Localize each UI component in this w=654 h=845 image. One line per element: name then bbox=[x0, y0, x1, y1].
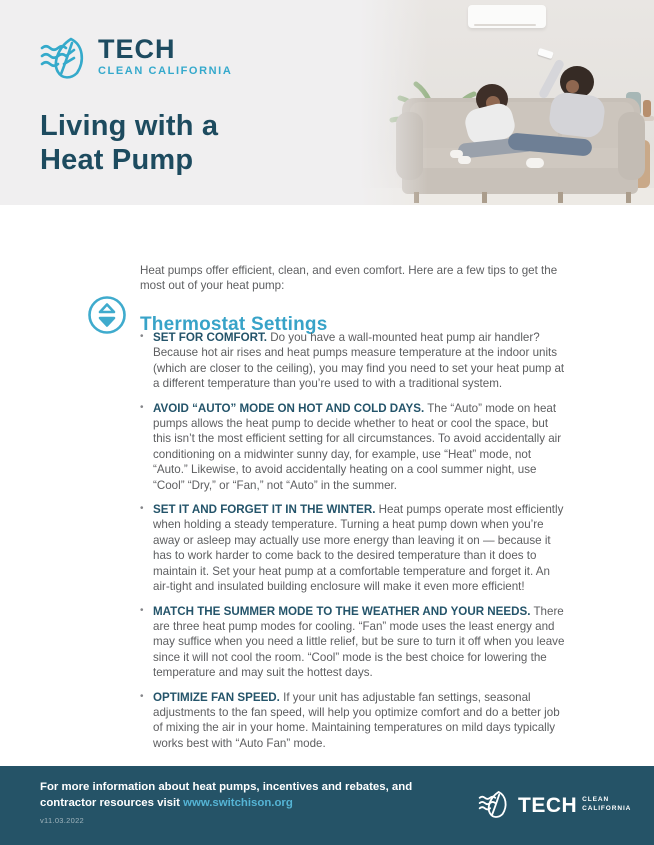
tip-text: Heat pumps operate most efficiently when holding a steady temperature. Turning a heat pump down when you’re away or asleep may actually use more energy than leaving it on — because it has to work harder to come back to the desired temperature than it does to maintain it. Set your heat pump at a comfortable temperature and forget it. An air-tight and insulated building enclosure will make it even more efficient! bbox=[153, 503, 564, 594]
leaf-logo-icon bbox=[40, 36, 88, 82]
page-title bbox=[40, 110, 218, 178]
footer-info-prefix: For more information about heat pumps, incentives and rebates, and contractor resources visit bbox=[40, 781, 413, 809]
couch-front bbox=[402, 168, 638, 194]
tip-lead: SET FOR COMFORT. bbox=[153, 331, 268, 344]
couch-leg bbox=[558, 192, 563, 203]
switchison-link[interactable]: www.switchison.org bbox=[183, 796, 293, 809]
footer-leaf-logo-icon bbox=[478, 790, 510, 820]
couch-armrest-right bbox=[618, 112, 645, 180]
small-vase bbox=[643, 100, 651, 117]
tip-optimize-fan-speed bbox=[140, 690, 568, 752]
footer-logo-sub-line2: CALIFORNIA bbox=[582, 805, 632, 812]
logo-name: TECH bbox=[98, 34, 176, 64]
couch-leg bbox=[482, 192, 487, 203]
tip-lead: OPTIMIZE FAN SPEED. bbox=[153, 690, 280, 704]
tip-text: If your unit has adjustable fan settings, seasonal adjustments to the fan speed, will help you optimize comfort and do a better job of mixing the air in your home. Maintaining temperatures on mild days typically works best with “Auto Fan” mode. bbox=[153, 690, 560, 750]
title-line-2: Heat Pump bbox=[40, 143, 194, 176]
hero-photo bbox=[350, 0, 654, 205]
tip-text: Do you have a wall-mounted heat pump air handler? Because hot air rises and heat pumps measure temperature at the indoor units (which are closer to the ceiling), you may find you need to set your heat pump at a different temperature than you’re used to with a traditional system. bbox=[153, 331, 565, 391]
tip-match-summer-mode bbox=[140, 604, 568, 681]
logo-subname: CLEAN CALIFORNIA bbox=[98, 65, 233, 77]
intro-text: Heat pumps offer efficient, clean, and even comfort. Here are a few tips to get the most out of your heat pump: bbox=[140, 263, 558, 293]
person-right-shoe bbox=[526, 158, 544, 168]
tip-lead: SET IT AND FORGET IT IN THE WINTER. bbox=[153, 503, 376, 517]
tip-text: There are three heat pump modes for cooling. “Fan” mode uses the least energy and may suffice when you need a little relief, but be sure to turn it off when you leave since it will not cool the room. “Cool” mode is the best choice for lowering the temperature and may suit the hottest days. bbox=[153, 604, 565, 680]
footer-band bbox=[0, 766, 654, 845]
footer-info-text bbox=[40, 780, 440, 812]
footer-logo-subname bbox=[582, 796, 631, 814]
thermostat-adjust-icon bbox=[86, 294, 128, 336]
remote-control bbox=[537, 48, 553, 59]
footer-logo-sub-line1: CLEAN bbox=[582, 796, 610, 804]
person-right-face bbox=[566, 80, 579, 93]
photo-fade-overlay bbox=[350, 0, 428, 205]
tip-set-it-and-forget-it bbox=[140, 502, 568, 594]
section-heading-thermostat-settings: Thermostat Settings bbox=[140, 313, 328, 335]
couch-leg bbox=[626, 192, 631, 203]
person-left-socks bbox=[458, 156, 471, 164]
heat-pump-vent bbox=[474, 24, 536, 26]
logo-text bbox=[98, 36, 232, 77]
tech-clean-california-logo bbox=[40, 36, 232, 82]
footer-tech-logo bbox=[478, 790, 631, 820]
title-line-1: Living with a bbox=[40, 110, 219, 142]
header-band bbox=[0, 0, 654, 205]
version-label: v11.03.2022 bbox=[40, 816, 85, 825]
footer-logo-name: TECH bbox=[518, 793, 578, 817]
tip-lead: AVOID “AUTO” MODE ON HOT AND COLD DAYS. bbox=[153, 401, 425, 415]
tips-list bbox=[140, 330, 568, 760]
tip-set-for-comfort bbox=[140, 330, 568, 392]
tip-lead: MATCH THE SUMMER MODE TO THE WEATHER AND YOUR NEEDS. bbox=[153, 604, 531, 618]
person-right-torso bbox=[548, 91, 607, 139]
tip-avoid-auto-mode bbox=[140, 401, 568, 493]
tip-text: The “Auto” mode on heat pumps allows the heat pump to decide whether to heat or cool the space, but this isn’t the most efficient setting for all circumstances. To avoid accidentally air conditioning on a midwinter sunny day, for example, use “Heat” mode, not “Auto.” Likewise, to avoid accidentally heating on a cool summer night, use “Cool” “Dry,” or “Fan,” not “Auto” in the summer. bbox=[153, 401, 562, 492]
